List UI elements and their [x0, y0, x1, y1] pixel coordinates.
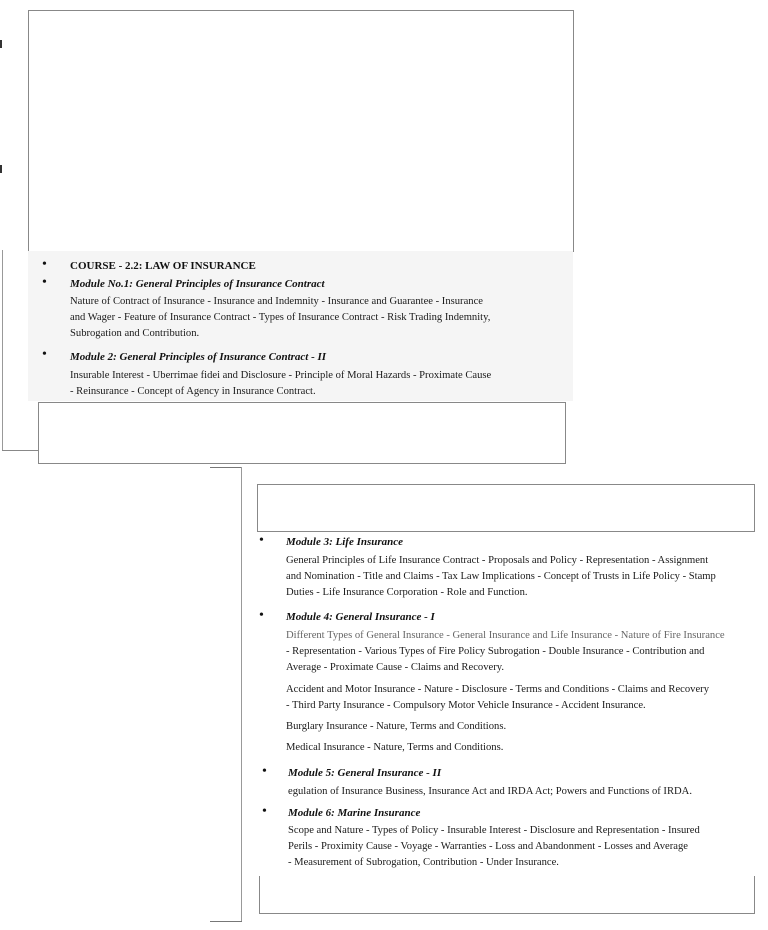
module-1-line-2: and Wager - Feature of Insurance Contract - Types of Insurance Contract - Risk Trading Indemnity,	[70, 312, 491, 323]
module-5-line: egulation of Insurance Business, Insurance Act and IRDA Act; Powers and Functions of IRDA.	[288, 786, 692, 797]
module-6-line-1: Scope and Nature - Types of Policy - Insurable Interest - Disclosure and Representation - Insured	[288, 825, 700, 836]
module-2-title: Module 2: General Principles of Insurance Contract - II	[70, 351, 327, 363]
page1-bottom-frame	[38, 402, 566, 464]
page2-left-rule	[241, 467, 242, 922]
module-6-title: Module 6: Marine Insurance	[288, 807, 421, 819]
bullet: •	[259, 608, 264, 623]
page1-bottom-rule	[2, 450, 38, 451]
module-6-line-2: Perils - Proximity Cause - Voyage - Warranties - Loss and Abandonment - Losses and Average	[288, 841, 688, 852]
module-4-medical: Medical Insurance - Nature, Terms and Conditions.	[286, 742, 504, 753]
module-6-line-3: - Measurement of Subrogation, Contribution - Under Insurance.	[288, 857, 559, 868]
bullet: •	[262, 804, 267, 819]
bullet: •	[42, 257, 47, 272]
course-title: COURSE - 2.2: LAW OF INSURANCE	[70, 260, 256, 272]
module-4-line-3: Average - Proximate Cause - Claims and Recovery.	[286, 662, 504, 673]
bullet: •	[42, 347, 47, 362]
bullet: •	[42, 275, 47, 290]
page2-top-rule	[210, 467, 242, 468]
module-3-title: Module 3: Life Insurance	[286, 536, 404, 548]
module-1-line-3: Subrogation and Contribution.	[70, 328, 200, 339]
module-4-title: Module 4: General Insurance - I	[286, 611, 435, 623]
page1-left-edge-2	[0, 165, 2, 173]
module-3-line-3: Duties - Life Insurance Corporation - Role and Function.	[286, 587, 528, 598]
module-2-line-2: - Reinsurance - Concept of Agency in Insurance Contract.	[70, 386, 316, 397]
module-1-line-1: Nature of Contract of Insurance - Insurance and Indemnity - Insurance and Guarantee - Insurance	[70, 296, 483, 307]
page1-left-edge	[0, 40, 2, 48]
module-1-title: Module No.1: General Principles of Insurance Contract	[70, 278, 325, 290]
module-3-line-2: and Nomination - Title and Claims - Tax Law Implications - Concept of Trusts in Life Policy - Stamp	[286, 571, 716, 582]
page1-left-rule	[2, 250, 3, 450]
page1-top-frame	[28, 10, 574, 252]
bullet: •	[259, 533, 264, 548]
module-2-line-1: Insurable Interest - Uberrimae fidei and Disclosure - Principle of Moral Hazards - Proximate Cause	[70, 370, 492, 381]
bullet: •	[262, 764, 267, 779]
page2-bottom-frame	[259, 876, 755, 914]
module-4-line-1: Different Types of General Insurance - General Insurance and Life Insurance - Nature of Fire Insurance	[286, 630, 725, 641]
module-5-title: Module 5: General Insurance - II	[288, 767, 442, 779]
module-4-line-2: - Representation - Various Types of Fire Policy Subrogation - Double Insurance - Contribution and	[286, 646, 705, 657]
page2-bottom-rule	[210, 921, 242, 922]
module-4-burglary: Burglary Insurance - Nature, Terms and Conditions.	[286, 721, 507, 732]
module-4-accident-line-2: - Third Party Insurance - Compulsory Motor Vehicle Insurance - Accident Insurance.	[286, 700, 646, 711]
page2-top-frame	[257, 484, 755, 532]
module-3-line-1: General Principles of Life Insurance Contract - Proposals and Policy - Representation - Assignment	[286, 555, 709, 566]
module-4-accident-line-1: Accident and Motor Insurance - Nature - Disclosure - Terms and Conditions - Claims and Recovery	[286, 684, 709, 695]
